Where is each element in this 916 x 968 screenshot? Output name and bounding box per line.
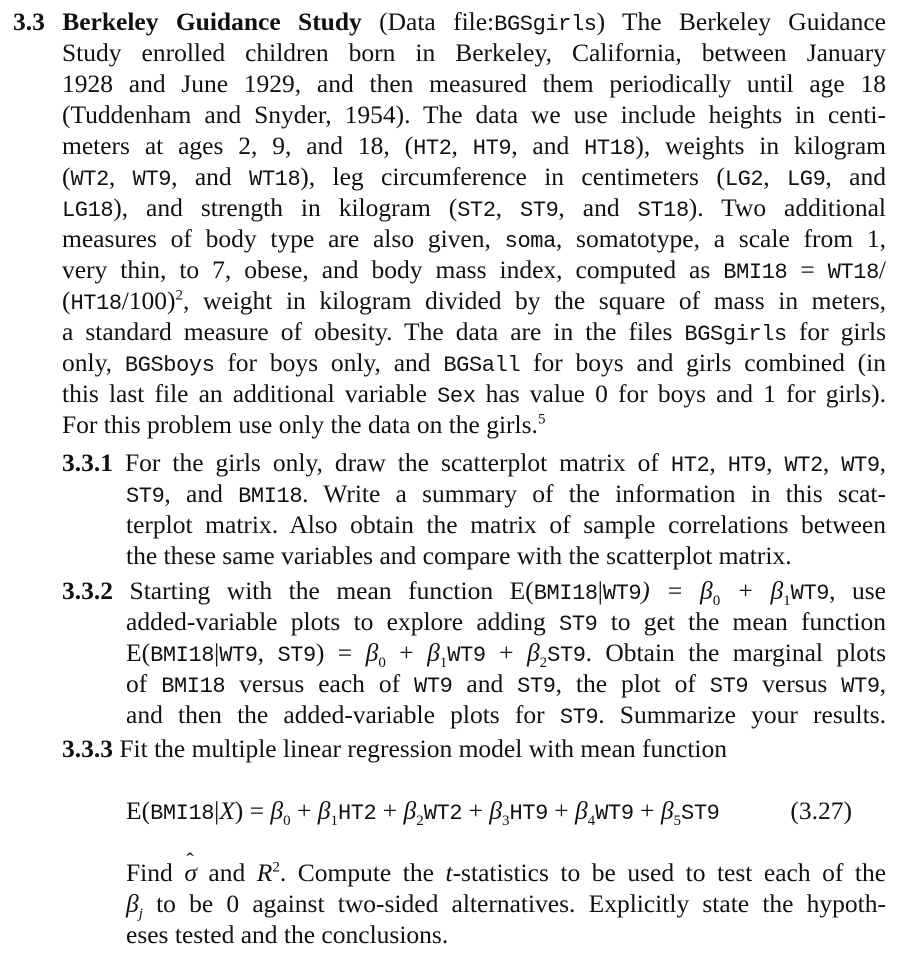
paragraph-text: a standard measure of obesity. The data are in the files (62, 317, 673, 346)
subproblem-text: the these same variables and compare with the scatterplot matrix. (126, 541, 792, 570)
var-wt9: WT9 (790, 581, 830, 606)
subproblem-text: to get the mean function (610, 607, 887, 636)
paragraph-text: (Tuddenham and Snyder, 1954). The data we use include heights in centi- (62, 100, 886, 129)
beta-symbol: + β (736, 576, 784, 605)
paragraph-line (62, 286, 886, 317)
paragraph-line (62, 317, 886, 348)
var-wt18: WT18 (249, 167, 301, 192)
var-ht18: HT18 (70, 291, 122, 316)
subproblem-text: Starting with the mean function E( (129, 576, 534, 605)
subproblem-3-3-1: 3.3.1 For the girls only, draw the scatterplot matrix of HT2, HT9, WT2, WT9, (62, 448, 887, 478)
paragraph-text: / (878, 255, 887, 284)
subproblem-text: Obtain the marginal plots (605, 638, 886, 667)
section-number: 3.3 (13, 7, 45, 36)
var-ht18: HT18 (584, 136, 636, 161)
var-bmi18: BMI18 (533, 581, 598, 606)
paragraph-line: meters at ages 2, 9, and 18, (HT2, HT9, and HT18), weights in kilogram (62, 131, 887, 161)
var-wt9: WT9 (595, 801, 634, 826)
var-st18: ST18 (637, 198, 689, 223)
equation-number: (3.27) (790, 796, 852, 825)
var-st9: ST9 (559, 705, 599, 730)
var-bmi18: BMI18 (723, 260, 788, 285)
paragraph-text: for girls (798, 317, 886, 346)
subproblem-text: . Compute the (279, 858, 434, 887)
paragraph-line (62, 100, 886, 131)
datafile-open: (Data file: (379, 7, 495, 36)
var-ht9: HT9 (509, 801, 548, 826)
paragraph-text: Study enrolled children born in Berkeley, California, between January (62, 38, 886, 67)
var-wt2: WT2 (70, 167, 109, 192)
var-ht2: HT2 (337, 801, 377, 826)
paragraph-text: has value 0 for boys and 1 for girls). (485, 379, 887, 408)
paragraph-line: LG18), and strength in kilogram (ST2, ST9, and ST18). Two additional (62, 193, 887, 223)
paragraph-line (62, 69, 886, 100)
paragraph-text: , somatotype, a scale from 1, (555, 224, 887, 253)
paragraph-text: ( (62, 286, 71, 315)
subproblem-text: eses tested and the conclusions. (126, 920, 449, 949)
var-lg18: LG18 (62, 198, 114, 223)
paragraph-text: very thin, to 7, obese, and body mass index, computed as (62, 255, 711, 284)
var-ht2: HT2 (413, 136, 452, 161)
subproblem-text: and (466, 669, 504, 698)
datafile-name: BGSgirls (494, 12, 597, 37)
paragraph-line (62, 379, 886, 410)
subproblem-line: E(BMI18|WT9, $ST9) = \beta_0 + \beta_1WT9 + \beta_2ST9$. Obtain the marginal plots (126, 638, 886, 672)
datafile-close: ) (596, 7, 606, 36)
subproblem-line (126, 607, 886, 638)
var-ht9: HT9 (727, 453, 767, 478)
subproblem-line (126, 541, 792, 572)
var-st9: ST9 (517, 674, 556, 699)
var-wt9: WT9 (132, 167, 172, 192)
var-st9: ST9 (709, 674, 749, 699)
var-bmi18: BMI18 (150, 801, 215, 826)
subproblem-text: Fit the multiple linear regression model with mean function (119, 734, 727, 763)
subproblem-line: Find σ ˆ and $R^2$. Compute the t-statistics to be used to test each of the (126, 858, 886, 889)
section-header-line (13, 7, 886, 38)
subproblem-text: and then the added-variable plots for (126, 700, 545, 729)
var-st9: ST9 (559, 612, 598, 637)
paragraph-text: for boys and girls combined (in (532, 348, 886, 377)
var-wt9: WT9 (447, 643, 486, 668)
paragraph-text: this last file an additional variable (62, 379, 427, 408)
subproblem-text: . Write a summary of the information in this scat- (302, 479, 887, 508)
subproblem-text: of (126, 669, 148, 698)
var-wt18: WT18 (827, 260, 879, 285)
subproblem-line: $\beta_j$ to be 0 against two-sided alternatives. Explicitly state the hypoth- (126, 889, 886, 923)
subproblem-text: versus (762, 669, 828, 698)
paragraph-text: ), weights in kilogram (635, 131, 887, 160)
paragraph-text: 1928 and June 1929, and then measured them periodically until age 18 (62, 69, 886, 98)
paragraph-text: measures of body type are also given, (62, 224, 491, 253)
var-ht2: HT2 (670, 453, 710, 478)
subproblem-text: added-variable plots to explore adding (126, 607, 546, 636)
subproblem-text: , the plot of (555, 669, 696, 698)
beta-symbol: ) = β (641, 576, 713, 605)
var-st9: ST9 (277, 643, 316, 668)
var-st9: ST9 (520, 198, 559, 223)
paragraph-text: ), and strength in kilogram ( (113, 193, 458, 222)
var-bmi18: BMI18 (150, 643, 215, 668)
paragraph-text: meters at ages 2, 9, and 18, ( (62, 131, 414, 160)
subproblem-text: -statistics to be used to test each of the (452, 858, 887, 887)
paragraph-line (62, 224, 886, 255)
r-squared-symbol: R (256, 858, 273, 887)
subproblem-text: terplot matrix. Also obtain the matrix of sample correlations between (126, 510, 886, 539)
subproblem-line (126, 510, 886, 541)
subproblem-text: and (208, 858, 246, 887)
footnote-marker: 5 (537, 411, 546, 428)
equation-3-27: $E(BMI18|X) = \beta_0 + \beta_1HT2 + \beta_2WT2 + \beta_3HT9 + \beta_4WT9 + \beta_5ST9$ (3.27) (126, 796, 852, 830)
paragraph-text: , and (825, 162, 886, 191)
subproblem-3-3-2: 3.3.2 Starting with the mean function $E(BMI18|WT9) = \beta_0 + \beta_1WT9$, use (62, 576, 886, 610)
var-bmi18: BMI18 (238, 484, 303, 509)
paragraph-text: ). Two additional (688, 193, 887, 222)
var-st9: ST9 (126, 484, 165, 509)
subproblem-text: to be 0 against two-sided alternatives. Explicitly state the hypoth- (156, 889, 886, 918)
paragraph-line (62, 348, 886, 379)
var-wt9: WT9 (219, 643, 258, 668)
paragraph-text: For this problem use only the data on the girls. (62, 410, 538, 439)
paragraph-text: ), leg circumference in centimeters ( (300, 162, 725, 191)
subproblem-number: 3.3.3 (62, 734, 113, 763)
var-bgsgirls: BGSgirls (684, 322, 787, 347)
paragraph-text: = (800, 255, 815, 284)
conditional-bar: | (597, 576, 603, 605)
var-lg2: LG2 (724, 167, 764, 192)
subproblem-text: , and (164, 479, 223, 508)
subproblem-number: 3.3.2 (62, 576, 113, 605)
subproblem-text: Find (126, 858, 173, 887)
var-wt2: WT2 (423, 801, 463, 826)
paragraph-line (62, 410, 545, 441)
paragraph-text: for boys only, and (227, 348, 431, 377)
paragraph-line (62, 255, 886, 286)
var-st9: ST9 (681, 801, 720, 826)
var-wt9: WT9 (602, 581, 642, 606)
paragraph-text: only, (62, 348, 113, 377)
subproblem-text: For the girls only, draw the scatterplot matrix of (124, 448, 659, 477)
subproblem-line (126, 700, 886, 731)
superscript: 2 (175, 287, 184, 304)
subproblem-line: of BMI18 versus each of WT9 and ST9, the plot of ST9 versus WT9, (126, 669, 887, 699)
var-wt2: WT2 (784, 453, 823, 478)
subproblem-text: . Summarize your results. (598, 700, 886, 729)
paragraph-text: ( (62, 162, 71, 191)
var-sex: Sex (437, 384, 476, 409)
subproblem-line (126, 920, 448, 951)
var-lg9: LG9 (787, 167, 826, 192)
var-bgsboys: BGSboys (124, 353, 215, 378)
subproblem-3-3-3 (62, 734, 727, 765)
var-soma: soma (504, 229, 556, 254)
var-st9: ST9 (547, 643, 586, 668)
subproblem-text: , use (829, 576, 886, 605)
var-ht9: HT9 (472, 136, 512, 161)
t-symbol: t (445, 858, 453, 887)
var-wt9: WT9 (841, 453, 880, 478)
paragraph-text: , weight in kilogram divided by the square of mass in meters, (183, 286, 886, 315)
paragraph-text: The Berkeley Guidance (621, 7, 886, 36)
section-title: Berkeley Guidance Study (62, 7, 362, 36)
var-bgsall: BGSall (443, 353, 521, 378)
paragraph-line (62, 38, 886, 69)
var-bmi18: BMI18 (161, 674, 226, 699)
subproblem-line (126, 479, 886, 510)
var-wt9: WT9 (841, 674, 880, 699)
subproblem-text: versus each of (239, 669, 401, 698)
paragraph-text: /100) (121, 286, 176, 315)
paragraph-line: (WT2, WT9, and WT18), leg circumference in centimeters (LG2, LG9, and (62, 162, 886, 192)
sigma-hat-symbol: σ ˆ (184, 858, 197, 888)
subproblem-number: 3.3.1 (62, 448, 113, 477)
var-wt9: WT9 (414, 674, 453, 699)
var-st2: ST2 (457, 198, 496, 223)
